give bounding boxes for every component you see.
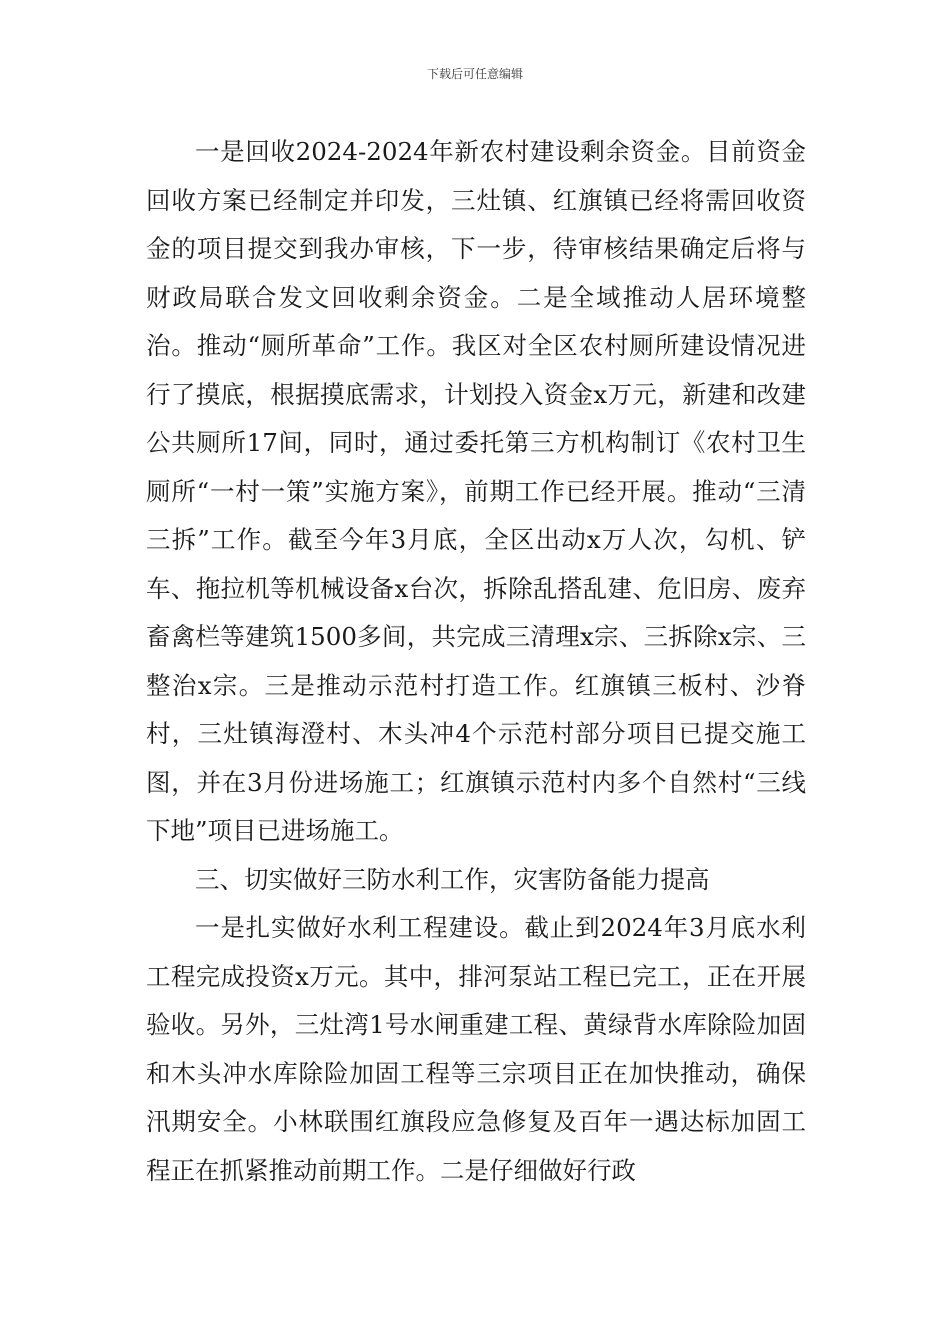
page-header: 下载后可任意编辑 — [426, 67, 523, 81]
document-body — [146, 128, 806, 1195]
section-heading: 三、切实做好三防水利工作，灾害防备能力提高 — [195, 864, 710, 894]
paragraph: 一是扎实做好水利工程建设。截止到2024年3月底水利工程完成投资x万元。其中，排河泵站工程已完工，正在开展验收。另外，三灶湾1号水闸重建工程、黄绿背水库除险加固和木头冲水库除险加固工程等三宗项目正在加快推动，确保汛期安全。小林联围红旗段应急修复及百年一遇达标加固工程正在抓紧推动前期工作。二是仔细做好行政 — [146, 913, 806, 1185]
paragraph: 一是回收2024-2024年新农村建设剩余资金。目前资金回收方案已经制定并印发，三灶镇、红旗镇已经将需回收资金的项目提交到我办审核，下一步，待审核结果确定后将与财政局联合发文回收剩余资金。二是全域推动人居环境整治。推动“厕所革命”工作。我区对全区农村厕所建设情况进行了摸底，根据摸底需求，计划投入资金x万元，新建和改建公共厕所17间，同时，通过委托第三方机构制订《农村卫生厕所“一村一策”实施方案》，前期工作已经开展。推动“三清三拆”工作。截至今年3月底，全区出动x万人次，勾机、铲车、拖拉机等机械设备x台次，拆除乱搭乱建、危旧房、废弃畜禽栏等建筑1500多间，共完成三清理x宗、三拆除x宗、三整治x宗。三是推动示范村打造工作。红旗镇三板村、沙脊村，三灶镇海澄村、木头冲4个示范村部分项目已提交施工图，并在3月份进场施工；红旗镇示范村内多个自然村“三线下地”项目已进场施工。 — [146, 137, 806, 845]
